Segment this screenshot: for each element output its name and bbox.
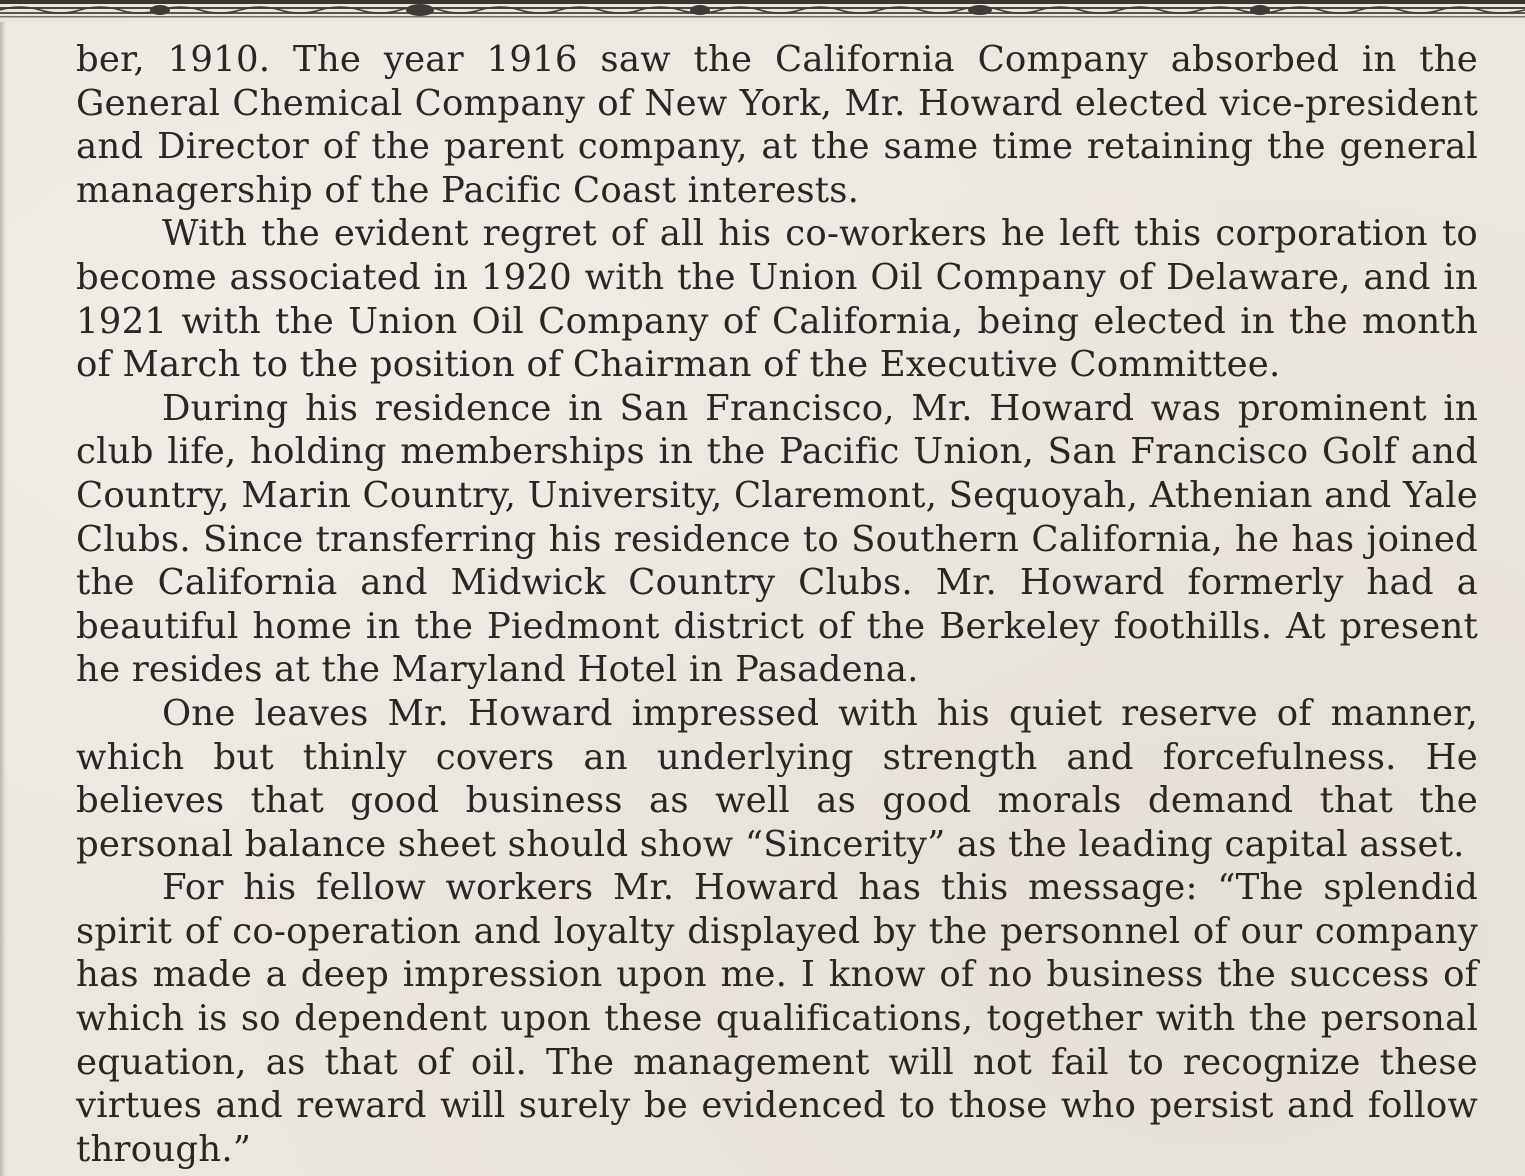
paragraph-1: ber, 1910. The year 1916 saw the California Company absorbed in the General Chemical Company of New York, Mr. Howard elected vice-president and Director of the parent company, at the same time retaining the general managership of the Pacific Coast interests. <box>76 39 1478 211</box>
paragraph-5: For his fellow workers Mr. Howard has this message: “The splendid spirit of co-operation and loyalty displayed by the personnel of our company has made a deep impression upon me. I know of no business the success of which is so dependent upon these qualifications, together with the personal equation, as that of oil. The management will not fail to recognize these virtues and reward will surely be evidenced to those who persist and follow through.” <box>76 867 1478 1170</box>
ornamental-top-border <box>0 0 1525 22</box>
paragraph-4: One leaves Mr. Howard impressed with his quiet reserve of manner, which but thinly covers an underlying strength and forcefulness. He believes that good business as well as good morals demand that the personal balance sheet should show “Sincerity” as the leading capital asset. <box>76 692 1478 865</box>
page-left-edge-shadow <box>0 0 6 1176</box>
article-body <box>76 38 1478 1171</box>
paragraph-2: With the evident regret of all his co-workers he left this corporation to become associated in 1920 with the Union Oil Company of Delaware, and in 1921 with the Union Oil Company of California, being elected in the month of March to the position of Chairman of the Executive Committee. <box>76 213 1478 386</box>
paragraph-3: During his residence in San Francisco, Mr. Howard was prominent in club life, holding memberships in the Pacific Union, San Francisco Golf and Country, Marin Country, University, Claremont, Sequoyah, Athenian and Yale Clubs. Since transferring his residence to Southern California, he has joined the California and Midwick Country Clubs. Mr. Howard formerly had a beautiful home in the Piedmont district of the Berkeley foothills. At present he resides at the Maryland Hotel in Pasadena. <box>76 387 1478 691</box>
